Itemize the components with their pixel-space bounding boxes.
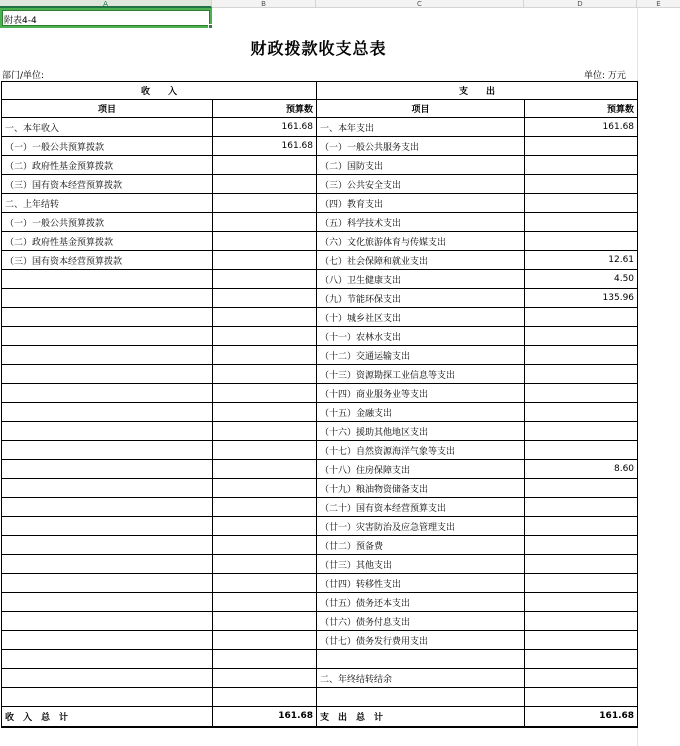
table-row: [2, 213, 638, 232]
expense-item-cell[interactable]: （廿二）预备费: [317, 536, 525, 555]
income-value-cell[interactable]: [213, 308, 317, 327]
income-item-cell[interactable]: [2, 498, 213, 517]
column-header-e[interactable]: E: [656, 0, 661, 8]
expense-item-cell[interactable]: （十四）商业服务业等支出: [317, 384, 525, 403]
expense-item-cell[interactable]: （十一）农林水支出: [317, 327, 525, 346]
income-item-cell[interactable]: [2, 517, 213, 536]
table-row: [2, 650, 638, 669]
income-item-header[interactable]: 项目: [2, 100, 213, 118]
expense-item-cell[interactable]: （十八）住房保障支出: [317, 460, 525, 479]
income-item-cell[interactable]: [2, 270, 213, 289]
expense-item-cell[interactable]: （八）卫生健康支出: [317, 270, 525, 289]
income-value-cell[interactable]: [213, 403, 317, 422]
expense-value-cell[interactable]: [525, 308, 638, 327]
income-value-cell[interactable]: [213, 593, 317, 612]
income-item-cell[interactable]: （二）政府性基金预算拨款: [2, 156, 213, 175]
expense-item-cell[interactable]: （二十）国有资本经营预算支出: [317, 498, 525, 517]
income-total-value[interactable]: 161.68: [213, 707, 317, 727]
expense-value-cell[interactable]: [525, 479, 638, 498]
column-label-row: [2, 100, 638, 118]
expense-value-cell[interactable]: [525, 555, 638, 574]
income-value-cell[interactable]: [213, 612, 317, 631]
income-item-cell[interactable]: [2, 365, 213, 384]
expense-item-cell[interactable]: （廿三）其他支出: [317, 555, 525, 574]
table-row: [2, 194, 638, 213]
expense-value-cell[interactable]: [525, 213, 638, 232]
income-item-cell[interactable]: 一、本年收入: [2, 118, 213, 137]
expense-item-cell[interactable]: （廿七）债务发行费用支出: [317, 631, 525, 650]
table-row: [2, 669, 638, 688]
expense-value-cell[interactable]: [525, 384, 638, 403]
table-row: [2, 137, 638, 156]
table-row: [2, 308, 638, 327]
income-value-cell[interactable]: [213, 441, 317, 460]
income-item-cell[interactable]: [2, 327, 213, 346]
table-row: [2, 441, 638, 460]
income-item-cell[interactable]: （三）国有资本经营预算拨款: [2, 251, 213, 270]
income-item-cell[interactable]: [2, 631, 213, 650]
income-value-cell[interactable]: [213, 327, 317, 346]
income-value-cell[interactable]: 161.68: [213, 137, 317, 156]
table-row: [2, 270, 638, 289]
column-header-bar: [0, 0, 680, 8]
income-value-cell[interactable]: [213, 270, 317, 289]
income-value-cell[interactable]: [213, 460, 317, 479]
income-value-cell[interactable]: [213, 213, 317, 232]
income-value-cell[interactable]: [213, 498, 317, 517]
income-item-cell[interactable]: [2, 555, 213, 574]
income-value-cell[interactable]: [213, 669, 317, 688]
income-item-cell[interactable]: （三）国有资本经营预算拨款: [2, 175, 213, 194]
income-value-cell[interactable]: [213, 555, 317, 574]
expense-value-cell[interactable]: 161.68: [525, 118, 638, 137]
annex-label[interactable]: 附表4-4: [4, 16, 37, 26]
expense-item-cell[interactable]: （七）社会保障和就业支出: [317, 251, 525, 270]
income-value-cell[interactable]: [213, 175, 317, 194]
expense-value-cell[interactable]: [525, 517, 638, 536]
income-item-cell[interactable]: [2, 403, 213, 422]
table-row: [2, 175, 638, 194]
expense-value-cell[interactable]: [525, 441, 638, 460]
expense-section-header[interactable]: 支 出: [317, 82, 638, 100]
income-value-cell[interactable]: [213, 289, 317, 308]
expense-item-cell[interactable]: （九）节能环保支出: [317, 289, 525, 308]
expense-value-cell[interactable]: [525, 574, 638, 593]
income-item-cell[interactable]: [2, 612, 213, 631]
expense-value-cell[interactable]: [525, 422, 638, 441]
expense-value-cell[interactable]: [525, 365, 638, 384]
table-row: [2, 422, 638, 441]
expense-value-cell[interactable]: [525, 137, 638, 156]
income-value-cell[interactable]: [213, 650, 317, 669]
expense-item-cell[interactable]: （十三）资源勘探工业信息等支出: [317, 365, 525, 384]
income-value-cell[interactable]: [213, 365, 317, 384]
expense-item-cell[interactable]: （廿一）灾害防治及应急管理支出: [317, 517, 525, 536]
table-row: [2, 251, 638, 270]
income-value-cell[interactable]: [213, 232, 317, 251]
expense-item-header[interactable]: 项目: [317, 100, 525, 118]
table-row: [2, 517, 638, 536]
expense-value-cell[interactable]: [525, 593, 638, 612]
table-row: [2, 365, 638, 384]
expense-value-cell[interactable]: [525, 498, 638, 517]
table-row: [2, 498, 638, 517]
expense-item-cell[interactable]: （十七）自然资源海洋气象等支出: [317, 441, 525, 460]
income-item-cell[interactable]: [2, 384, 213, 403]
expense-item-cell[interactable]: （六）文化旅游体育与传媒支出: [317, 232, 525, 251]
column-header-b[interactable]: B: [212, 0, 316, 8]
expense-total-label[interactable]: 支 出 总 计: [317, 707, 525, 727]
expense-value-cell[interactable]: [525, 631, 638, 650]
table-row: [2, 460, 638, 479]
income-item-cell[interactable]: [2, 536, 213, 555]
expense-item-cell[interactable]: （十二）交通运输支出: [317, 346, 525, 365]
section-header-row: [2, 82, 638, 100]
income-item-cell[interactable]: （一）一般公共预算拨款: [2, 137, 213, 156]
expense-value-cell[interactable]: [525, 536, 638, 555]
expense-value-cell[interactable]: [525, 612, 638, 631]
expense-budget-header[interactable]: 预算数: [525, 100, 638, 118]
expense-value-cell[interactable]: [525, 650, 638, 669]
table-row: [2, 574, 638, 593]
column-header-d[interactable]: D: [524, 0, 637, 8]
income-value-cell[interactable]: [213, 251, 317, 270]
income-value-cell[interactable]: [213, 194, 317, 213]
totals-row: [2, 707, 638, 727]
page-title[interactable]: 财政拨款收支总表: [250, 39, 387, 58]
expense-item-cell[interactable]: （廿四）转移性支出: [317, 574, 525, 593]
table-row: [2, 536, 638, 555]
table-row: [2, 327, 638, 346]
dept-label[interactable]: 部门/单位:: [2, 71, 45, 81]
expense-value-cell[interactable]: [525, 346, 638, 365]
income-item-cell[interactable]: [2, 669, 213, 688]
fill-handle[interactable]: [208, 24, 213, 29]
expense-total-value[interactable]: 161.68: [525, 707, 638, 727]
table-row: [2, 479, 638, 498]
income-item-cell[interactable]: [2, 308, 213, 327]
column-header-a[interactable]: A: [0, 0, 212, 8]
table-row: [2, 232, 638, 251]
expense-item-cell[interactable]: [317, 688, 525, 707]
income-section-header[interactable]: 收 入: [2, 82, 317, 100]
budget-table: [1, 81, 638, 728]
income-value-cell[interactable]: [213, 346, 317, 365]
income-item-cell[interactable]: [2, 650, 213, 669]
expense-value-cell[interactable]: 4.50: [525, 270, 638, 289]
income-value-cell[interactable]: [213, 536, 317, 555]
expense-item-cell[interactable]: （十九）粮油物资储备支出: [317, 479, 525, 498]
table-row: [2, 156, 638, 175]
expense-item-cell[interactable]: （十六）援助其他地区支出: [317, 422, 525, 441]
income-item-cell[interactable]: [2, 289, 213, 308]
expense-item-cell[interactable]: （廿五）债务还本支出: [317, 593, 525, 612]
expense-value-cell[interactable]: [525, 403, 638, 422]
expense-item-cell[interactable]: （二）国防支出: [317, 156, 525, 175]
expense-value-cell[interactable]: 135.96: [525, 289, 638, 308]
income-value-cell[interactable]: [213, 422, 317, 441]
income-total-label[interactable]: 收 入 总 计: [2, 707, 213, 727]
income-item-cell[interactable]: （二）政府性基金预算拨款: [2, 232, 213, 251]
income-item-cell[interactable]: （一）一般公共预算拨款: [2, 213, 213, 232]
income-item-cell[interactable]: [2, 479, 213, 498]
expense-value-cell[interactable]: [525, 232, 638, 251]
income-item-cell[interactable]: [2, 460, 213, 479]
expense-value-cell[interactable]: [525, 194, 638, 213]
table-row: [2, 555, 638, 574]
expense-value-cell[interactable]: [525, 156, 638, 175]
income-value-cell[interactable]: [213, 517, 317, 536]
expense-value-cell[interactable]: 12.61: [525, 251, 638, 270]
income-item-cell[interactable]: [2, 422, 213, 441]
expense-item-cell[interactable]: （十）城乡社区支出: [317, 308, 525, 327]
income-item-cell[interactable]: [2, 574, 213, 593]
expense-value-cell[interactable]: [525, 175, 638, 194]
income-item-cell[interactable]: [2, 346, 213, 365]
table-row: [2, 688, 638, 707]
expense-item-cell[interactable]: （四）教育支出: [317, 194, 525, 213]
expense-value-cell[interactable]: [525, 669, 638, 688]
income-value-cell[interactable]: [213, 574, 317, 593]
table-row: [2, 612, 638, 631]
income-value-cell[interactable]: [213, 631, 317, 650]
column-header-c[interactable]: C: [316, 0, 524, 8]
income-item-cell[interactable]: [2, 441, 213, 460]
income-value-cell[interactable]: [213, 156, 317, 175]
income-budget-header[interactable]: 预算数: [213, 100, 317, 118]
expense-value-cell[interactable]: [525, 688, 638, 707]
table-row: [2, 593, 638, 612]
expense-item-cell[interactable]: （廿六）债务付息支出: [317, 612, 525, 631]
expense-value-cell[interactable]: 8.60: [525, 460, 638, 479]
income-item-cell[interactable]: 二、上年结转: [2, 194, 213, 213]
table-row: [2, 289, 638, 308]
unit-label[interactable]: 单位: 万元: [584, 71, 626, 81]
expense-item-cell[interactable]: [317, 650, 525, 669]
expense-item-cell[interactable]: （十五）金融支出: [317, 403, 525, 422]
expense-item-cell[interactable]: （三）公共安全支出: [317, 175, 525, 194]
income-item-cell[interactable]: [2, 688, 213, 707]
expense-item-cell[interactable]: 一、本年支出: [317, 118, 525, 137]
table-row: [2, 631, 638, 650]
income-item-cell[interactable]: [2, 593, 213, 612]
expense-item-cell[interactable]: （一）一般公共服务支出: [317, 137, 525, 156]
income-value-cell[interactable]: [213, 688, 317, 707]
income-value-cell[interactable]: 161.68: [213, 118, 317, 137]
table-row: [2, 346, 638, 365]
table-row: [2, 384, 638, 403]
income-value-cell[interactable]: [213, 384, 317, 403]
income-value-cell[interactable]: [213, 479, 317, 498]
expense-item-cell[interactable]: （五）科学技术支出: [317, 213, 525, 232]
table-row: [2, 403, 638, 422]
expense-value-cell[interactable]: [525, 327, 638, 346]
table-row: [2, 118, 638, 137]
expense-item-cell[interactable]: 二、年终结转结余: [317, 669, 525, 688]
